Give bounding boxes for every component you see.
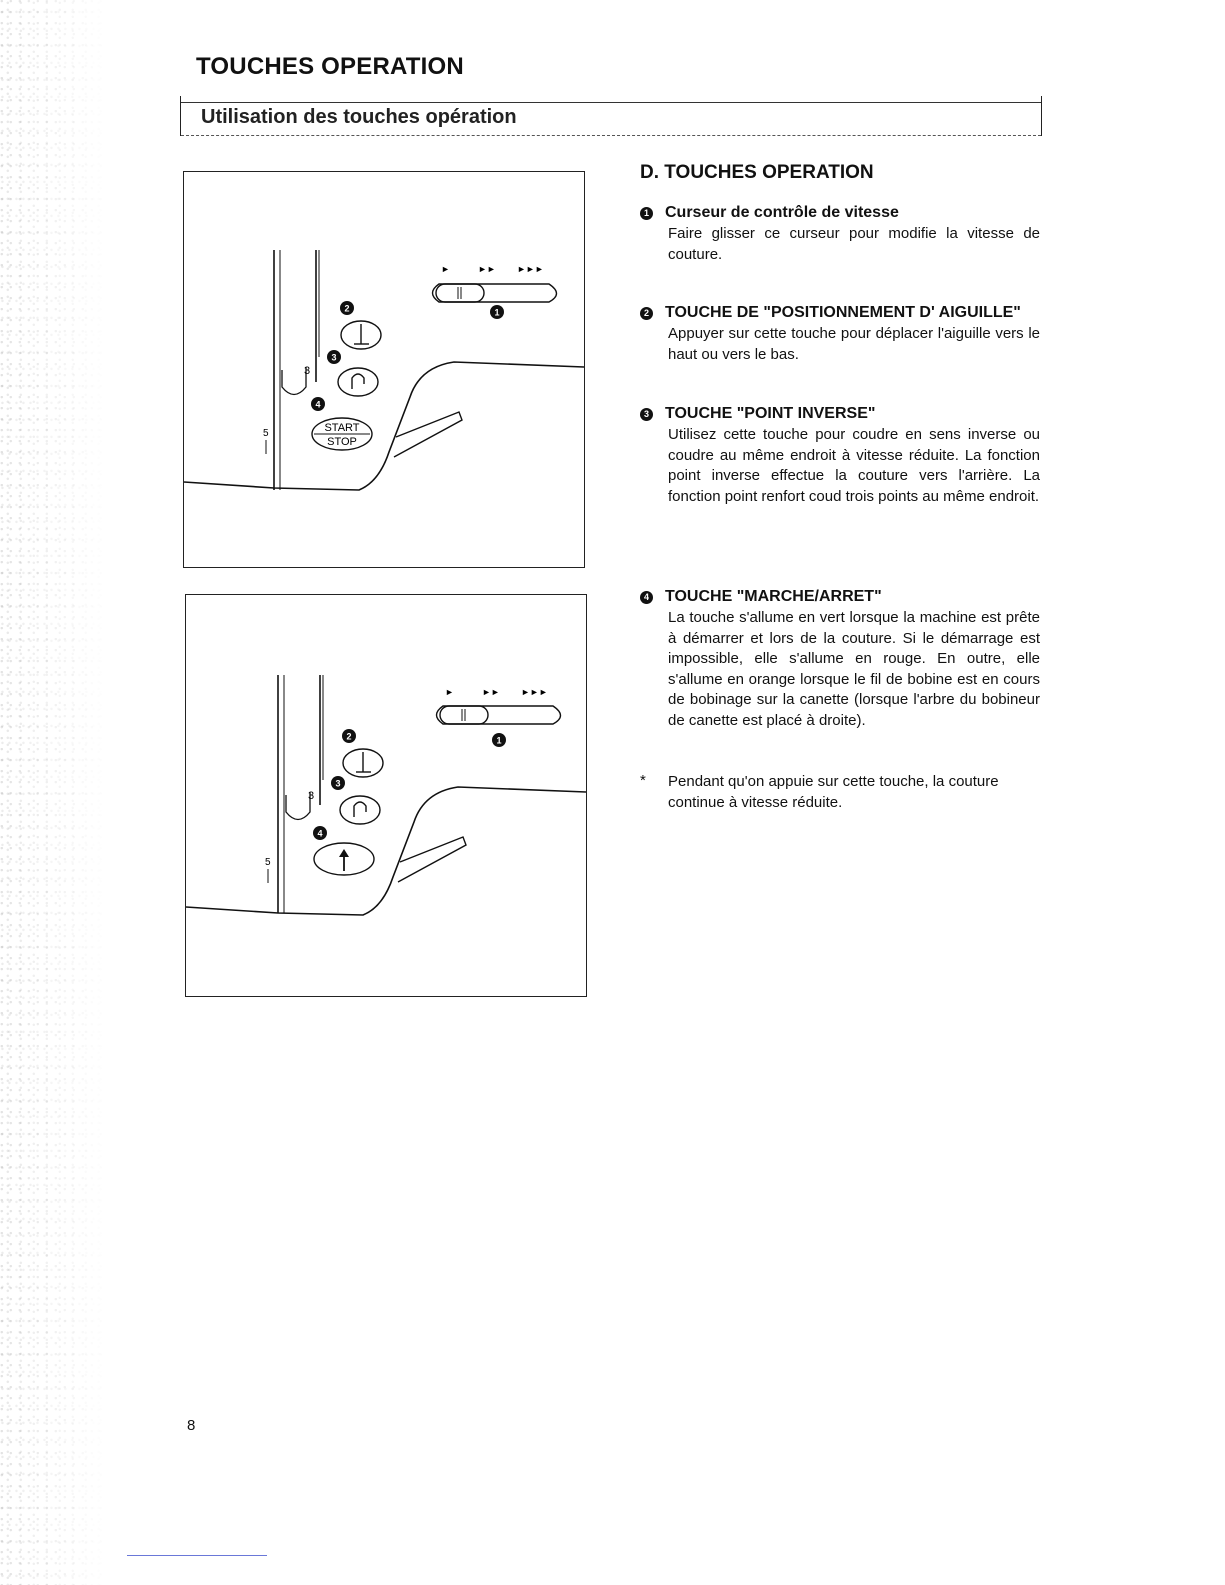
figure-1-drawing — [184, 172, 584, 567]
speed-slider-track — [433, 284, 557, 302]
callout-1-label: 1 — [496, 735, 502, 746]
speed-mark-slow: ► — [441, 264, 450, 274]
callout-4-label: 4 — [315, 399, 321, 410]
height-mark-number: 5 — [265, 857, 271, 868]
item-needle-position — [640, 304, 1040, 365]
speed-mark-medium: ►► — [478, 264, 496, 274]
reverse-stitch-icon — [352, 374, 364, 389]
operation-keys-section — [640, 162, 1040, 811]
machine-body-outline — [186, 787, 586, 915]
speed-mark-slow: ► — [445, 687, 454, 697]
speed-slider-knob — [436, 284, 484, 302]
item-reverse-stitch — [640, 405, 1040, 507]
reverse-guide-number: 3 — [308, 790, 315, 802]
page-title: TOUCHES OPERATION — [196, 53, 464, 80]
item-speed-slider — [640, 204, 1040, 265]
reverse-guide-symbol — [282, 367, 306, 395]
bottom-underline — [127, 1555, 267, 1556]
figure-2-drawing — [186, 595, 586, 996]
item-body: Faire glisser ce curseur pour modifie la vitesse de couture. — [668, 225, 1040, 263]
reverse-guide-number: 3 — [304, 365, 311, 377]
item-body: Utilisez cette touche pour coudre en sens inverse ou coudre au même endroit à vitesse réduite. La fonction point inverse effectue la couture vers l'arrière. La fonction point renfort coud trois points au même endroit. — [668, 426, 1040, 505]
callout-1-label: 1 — [494, 307, 500, 318]
item-number-badge: 4 — [640, 591, 653, 604]
item-title: TOUCHE DE "POSITIONNEMENT D' AIGUILLE" — [665, 304, 1021, 321]
item-start-stop — [640, 588, 1040, 731]
callout-4-label: 4 — [317, 828, 323, 839]
callout-2-label: 2 — [346, 731, 352, 742]
item-body: La touche s'allume en vert lorsque la machine est prête à démarrer et lors de la couture. Si le démarrage est impossible, elle s'allume en rouge. En outre, elle s'allume en orange lorsque le fil de bobine est en cours de bobinage sur la canette (lorsque l'arbre du bobineur de canette est placé à droite). — [668, 609, 1040, 729]
item-number-badge: 3 — [640, 408, 653, 421]
reverse-stitch-button — [340, 796, 380, 824]
height-mark-number: 5 — [263, 428, 269, 439]
start-stop-arrow-head — [339, 849, 349, 857]
machine-body-outline — [184, 362, 584, 490]
subtitle-box — [180, 96, 1042, 136]
speed-slider-track — [437, 706, 561, 724]
speed-slider-knob — [440, 706, 488, 724]
item-title: TOUCHE "MARCHE/ARRET" — [665, 588, 882, 605]
figure-panel-start-stop — [183, 171, 585, 568]
figure-panel-start-arrow — [185, 594, 587, 997]
stop-label: STOP — [327, 436, 357, 448]
item-number-badge: 1 — [640, 207, 653, 220]
subtitle-top-rule — [181, 102, 1041, 103]
reverse-stitch-icon — [354, 802, 366, 817]
callout-3-label: 3 — [331, 352, 337, 363]
start-label: START — [324, 422, 360, 434]
speed-mark-fast: ►►► — [517, 264, 544, 274]
note — [640, 772, 1040, 813]
thread-guide — [394, 412, 462, 457]
item-title: Curseur de contrôle de vitesse — [665, 204, 899, 221]
thread-guide — [398, 837, 466, 882]
subtitle-bottom-rule — [181, 135, 1041, 136]
page-number: 8 — [187, 1417, 196, 1434]
item-title: TOUCHE "POINT INVERSE" — [665, 405, 876, 422]
item-number-badge: 2 — [640, 307, 653, 320]
subtitle: Utilisation des touches opération — [201, 106, 517, 128]
speed-mark-medium: ►► — [482, 687, 500, 697]
note-mark: * — [640, 772, 646, 789]
section-heading: D. TOUCHES OPERATION — [640, 162, 874, 183]
reverse-stitch-button — [338, 368, 378, 396]
callout-2-label: 2 — [344, 303, 350, 314]
item-body: Appuyer sur cette touche pour déplacer l'aiguille vers le haut ou vers le bas. — [668, 325, 1040, 363]
scan-noise-edge — [0, 0, 110, 1585]
reverse-guide-symbol — [286, 792, 310, 820]
note-text: Pendant qu'on appuie sur cette touche, la couture continue à vitesse réduite. — [668, 773, 999, 811]
callout-3-label: 3 — [335, 778, 341, 789]
speed-mark-fast: ►►► — [521, 687, 548, 697]
